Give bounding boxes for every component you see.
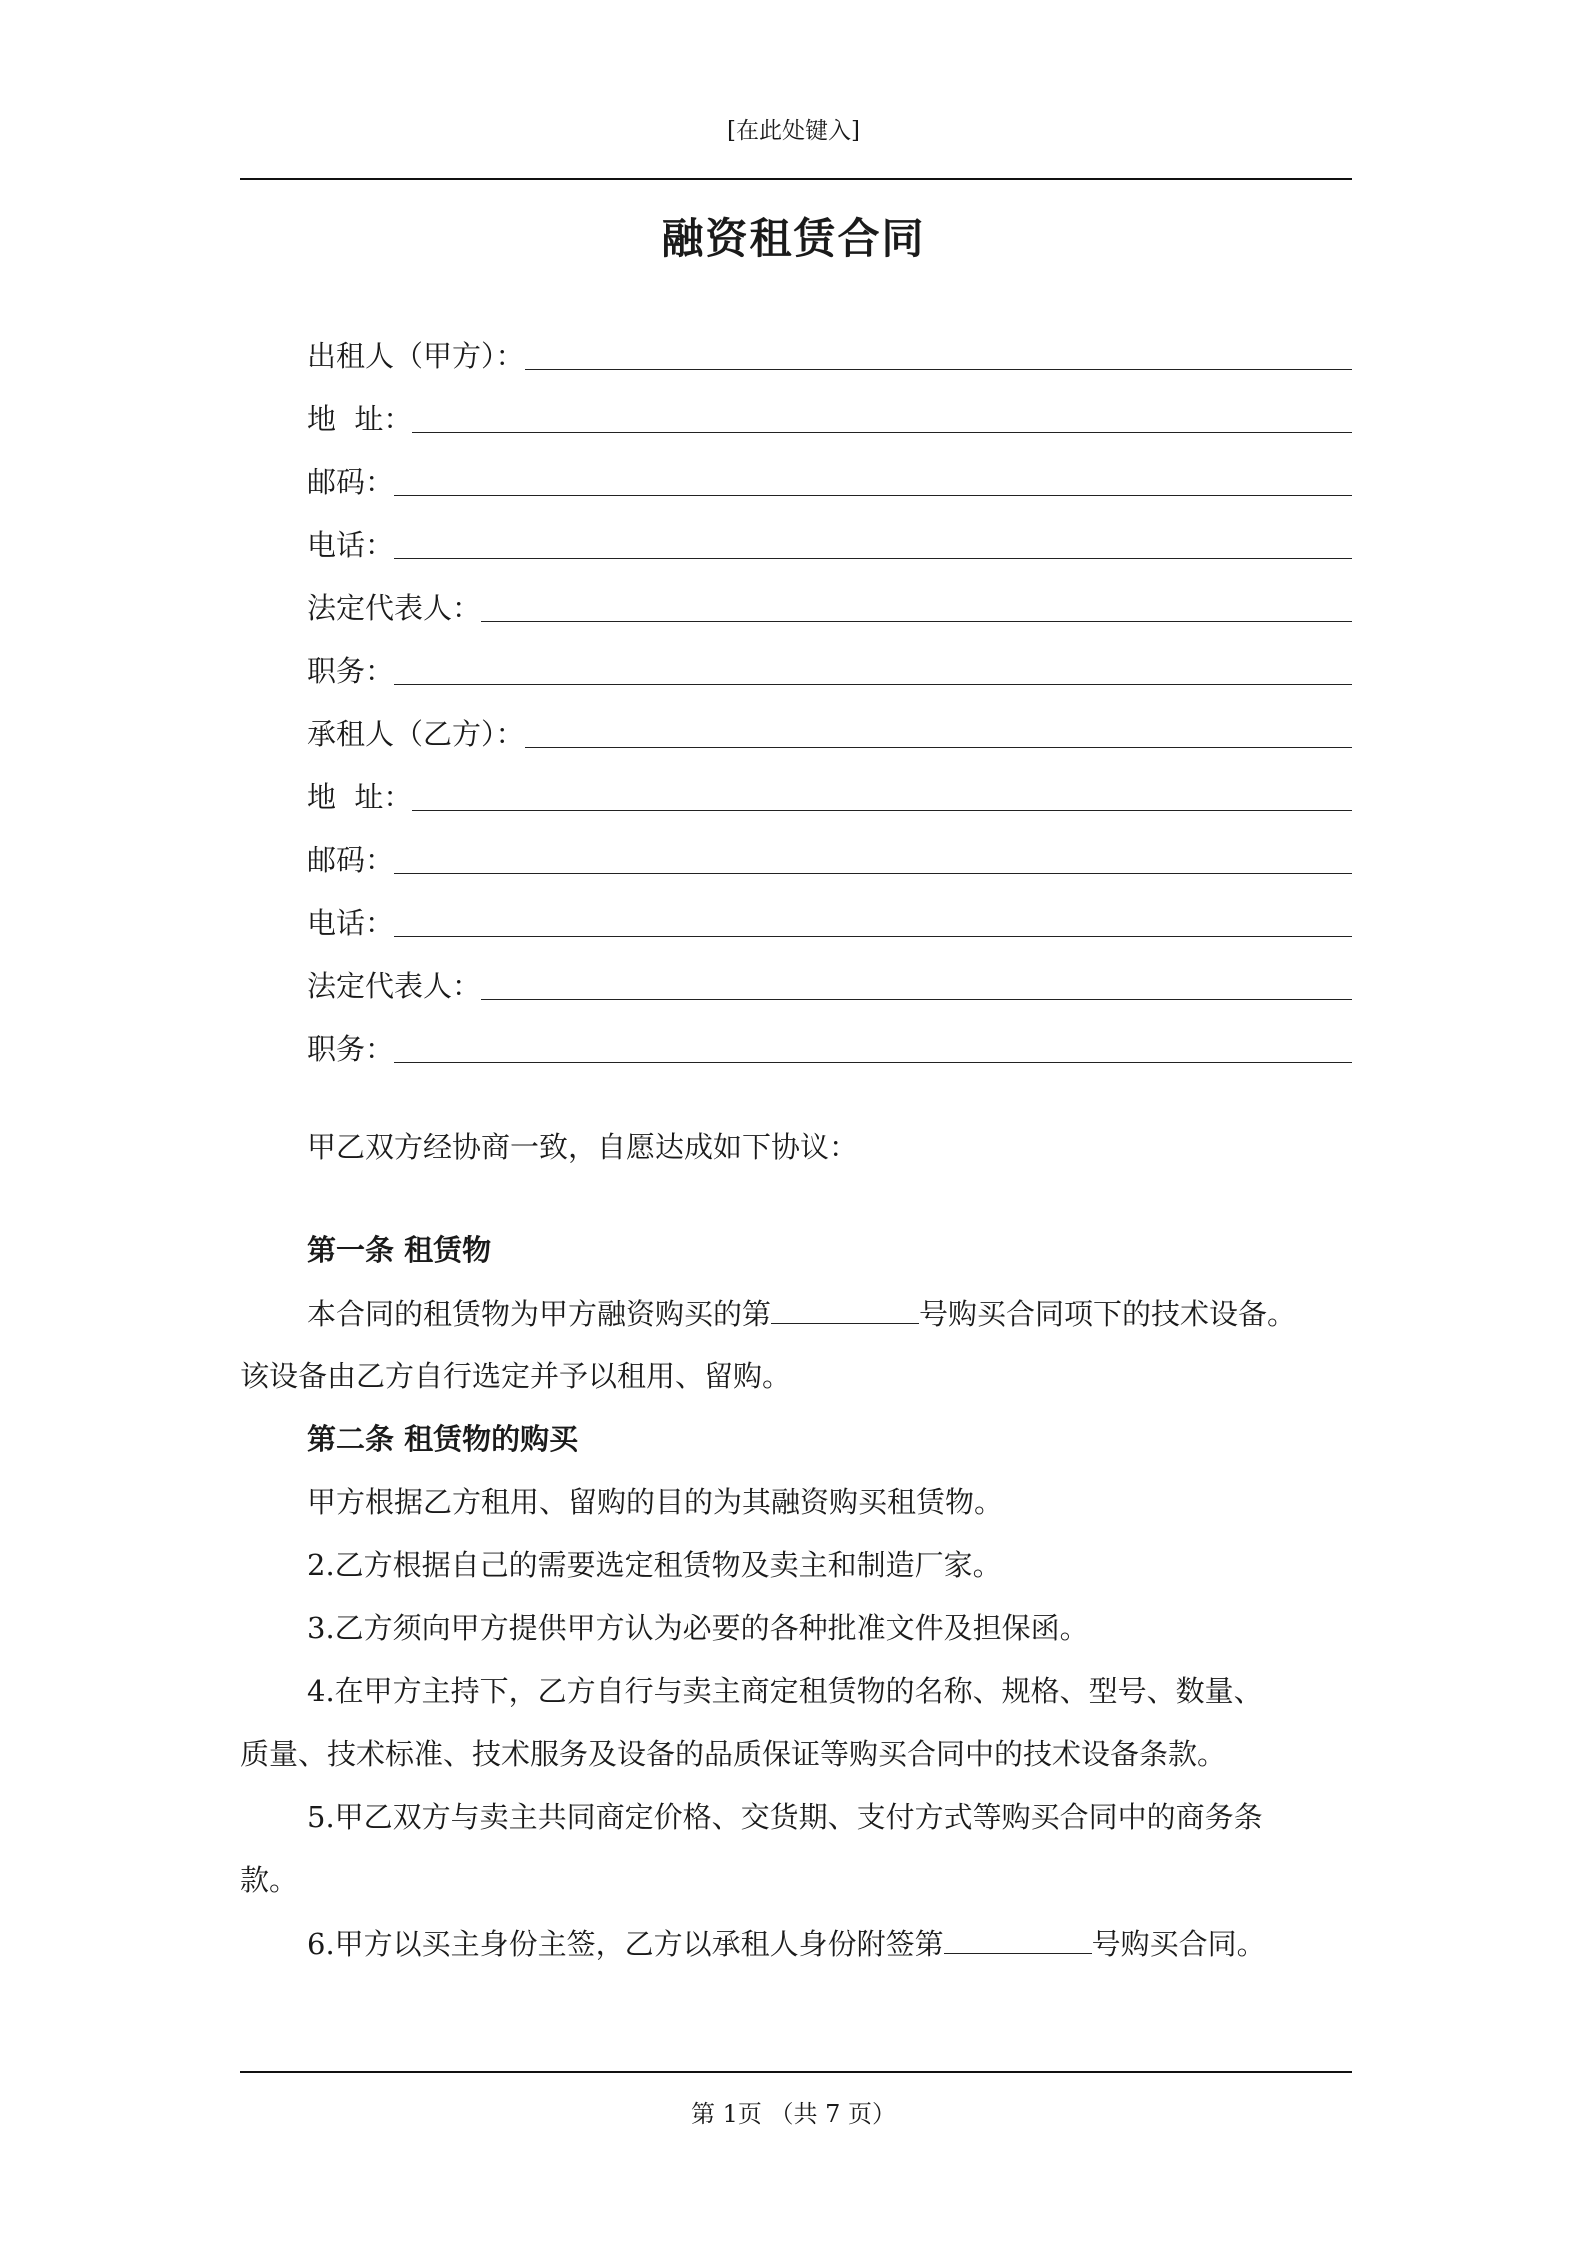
contract-number-blank[interactable] (771, 1293, 919, 1324)
article1-text-after: 号购买合同项下的技术设备。 (919, 1297, 1297, 1331)
article2-heading: 第二条 租赁物的购买 (307, 1422, 579, 1456)
article2-paragraph-4-line1: 4.在甲方主持下，乙方自行与卖主商定租赁物的名称、规格、型号、数量、 (307, 1674, 1263, 1708)
article2-p6-text-after: 号购买合同。 (1091, 1927, 1266, 1961)
field-label: 邮码： (307, 465, 395, 499)
field-label: 地 址： (307, 402, 413, 436)
lessor-representative-field[interactable] (307, 578, 1352, 628)
field-label: 出租人（甲方）： (307, 339, 525, 373)
fill-line[interactable] (394, 863, 1352, 874)
article2-paragraph-1: 甲方根据乙方租用、留购的目的为其融资购买租赁物。 (307, 1485, 1004, 1519)
field-label: 法定代表人： (307, 591, 482, 625)
document-title: 融资租赁合同 (661, 214, 926, 263)
fill-line[interactable] (481, 989, 1352, 1000)
fill-line[interactable] (394, 548, 1352, 559)
fill-line[interactable] (525, 737, 1352, 748)
field-label: 承租人（乙方）： (307, 717, 525, 751)
page-number-footer: 第 1页 （共 7 页） (690, 2100, 897, 2128)
fill-line[interactable] (412, 800, 1352, 811)
footer-divider (240, 2071, 1352, 2073)
field-label: 职务： (307, 1032, 395, 1066)
article2-paragraph-3: 3.乙方须向甲方提供甲方认为必要的各种批准文件及担保函。 (307, 1611, 1089, 1645)
article2-paragraph-6 (307, 1923, 1266, 1964)
field-label: 电话： (307, 906, 395, 940)
article2-p6-text-before: 6.甲方以买主身份主签，乙方以承租人身份附签第 (307, 1927, 944, 1961)
article1-line1 (307, 1293, 1296, 1334)
lessee-representative-field[interactable] (307, 956, 1352, 1006)
field-label: 法定代表人： (307, 969, 482, 1003)
lessor-postcode-field[interactable] (307, 452, 1352, 502)
intro-paragraph: 甲乙双方经协商一致，自愿达成如下协议： (307, 1130, 859, 1164)
lessor-position-field[interactable] (307, 641, 1352, 691)
field-label: 地 址： (307, 780, 413, 814)
lessee-position-field[interactable] (307, 1019, 1352, 1069)
article2-paragraph-5-line2: 款。 (240, 1863, 299, 1897)
fill-line[interactable] (394, 926, 1352, 937)
fill-line[interactable] (525, 359, 1352, 370)
field-label: 职务： (307, 654, 395, 688)
lessee-postcode-field[interactable] (307, 830, 1352, 880)
lessee-address-field[interactable] (307, 767, 1352, 817)
lessor-address-field[interactable] (307, 389, 1352, 439)
fill-line[interactable] (481, 611, 1352, 622)
lessor-name-field[interactable] (307, 326, 1352, 376)
fill-line[interactable] (394, 674, 1352, 685)
page-header: [在此处键入] (727, 118, 860, 144)
field-label: 邮码： (307, 843, 395, 877)
fill-line[interactable] (394, 1052, 1352, 1063)
article2-paragraph-2: 2.乙方根据自己的需要选定租赁物及卖主和制造厂家。 (307, 1548, 1002, 1582)
article2-paragraph-5-line1: 5.甲乙双方与卖主共同商定价格、交货期、支付方式等购买合同中的商务条 (307, 1800, 1263, 1834)
lessee-phone-field[interactable] (307, 893, 1352, 943)
contract-number-blank[interactable] (944, 1923, 1092, 1954)
fill-line[interactable] (412, 422, 1352, 433)
field-label: 电话： (307, 528, 395, 562)
article1-line2: 该设备由乙方自行选定并予以租用、留购。 (240, 1359, 792, 1393)
fill-line[interactable] (394, 485, 1352, 496)
article1-text-before: 本合同的租赁物为甲方融资购买的第 (307, 1297, 772, 1331)
article2-paragraph-4-line2: 质量、技术标准、技术服务及设备的品质保证等购买合同中的技术设备条款。 (240, 1737, 1227, 1771)
header-divider (240, 178, 1352, 180)
lessor-phone-field[interactable] (307, 515, 1352, 565)
lessee-name-field[interactable] (307, 704, 1352, 754)
article1-heading: 第一条 租赁物 (307, 1233, 492, 1267)
